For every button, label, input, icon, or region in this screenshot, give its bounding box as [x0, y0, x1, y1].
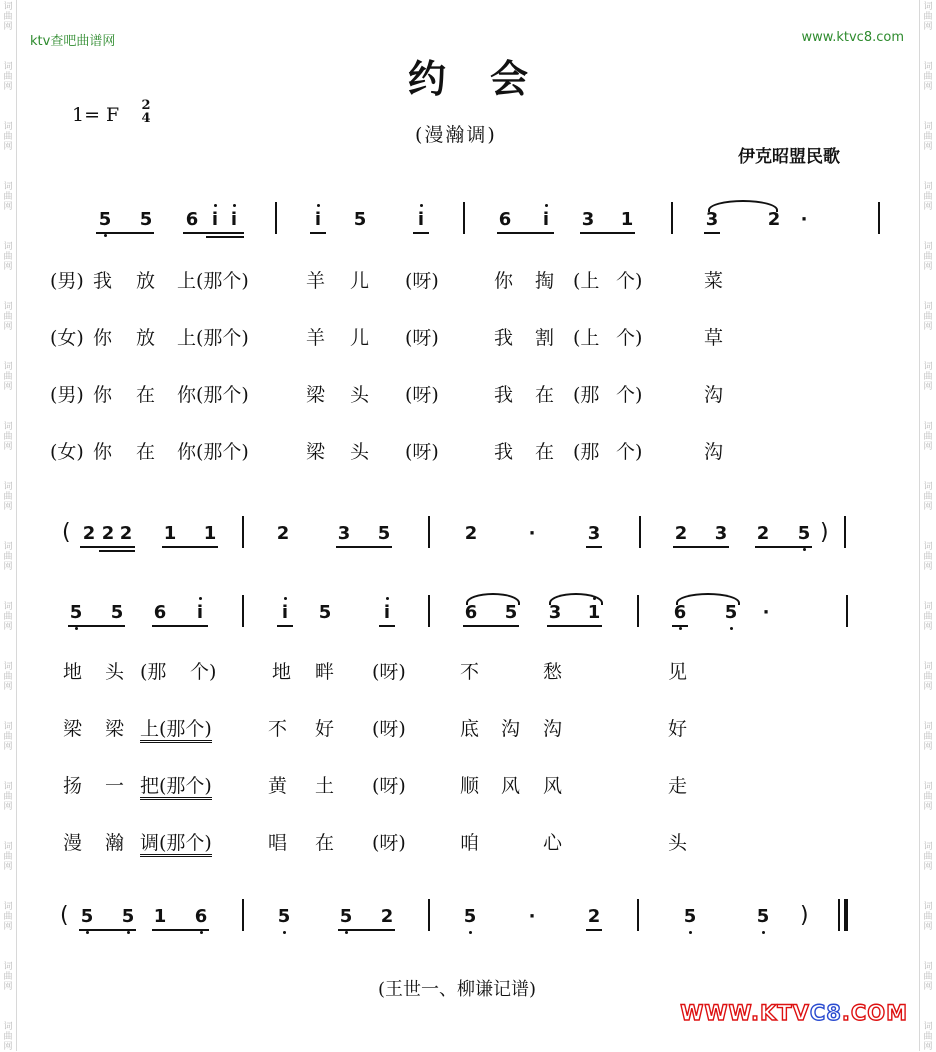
bar-line	[844, 516, 846, 548]
lyric-word: 割	[535, 327, 555, 349]
lyric-word-underlined: 调(那个)	[140, 832, 212, 857]
lyric-word: 黄	[268, 775, 288, 797]
bar-line	[878, 202, 880, 234]
lyric-word: 我	[494, 441, 514, 463]
beam	[79, 929, 136, 931]
bar-line	[637, 899, 639, 931]
lyric-word: 漫	[63, 832, 83, 854]
beam	[379, 625, 395, 627]
bar-line	[428, 899, 430, 931]
watermark-text: 词 曲 网	[923, 2, 933, 32]
beam	[206, 236, 244, 238]
lyric-word: 我	[494, 327, 514, 349]
site-logo[interactable]	[680, 1001, 908, 1025]
lyric-word: 瀚	[105, 832, 125, 854]
watermark-text: 词 曲 网	[3, 62, 13, 92]
lyric-word: (那	[140, 661, 167, 683]
lyric-word: 在	[136, 441, 156, 463]
lyric-line-7	[0, 775, 936, 801]
site-url-link[interactable]: www.ktvc8.com	[801, 30, 904, 45]
note: 6	[670, 601, 690, 625]
lyric-word: 头	[668, 832, 688, 854]
lyric-word: 在	[136, 384, 156, 406]
note: 5	[753, 905, 773, 929]
lyric-word: 不	[268, 718, 288, 740]
lyric-word: (呀)	[405, 384, 439, 406]
note: 3	[581, 209, 595, 230]
watermark-text: 词 曲 网	[3, 182, 13, 212]
lyric-word-underlined: 把(那个)	[140, 775, 212, 800]
final-bar-line-thin	[838, 899, 840, 931]
lyric-word: 好	[315, 718, 335, 740]
note: 3	[337, 523, 351, 544]
note: 5	[377, 523, 391, 544]
song-credit: 伊克昭盟民歌	[738, 147, 840, 167]
song-subtitle: (漫瀚调)	[415, 124, 497, 146]
beam	[673, 546, 729, 548]
beam	[152, 929, 209, 931]
lyric-line-1	[0, 270, 936, 294]
lyric-word: 你(那个)	[177, 384, 249, 406]
notation-row-2	[0, 522, 936, 562]
note: 6	[191, 905, 211, 929]
lyric-word: 沟	[543, 718, 563, 740]
site-logo-prefix: WWW.KTV	[680, 1001, 810, 1025]
lyric-word: 头	[105, 661, 125, 683]
note: 2	[276, 523, 290, 544]
beam	[338, 929, 395, 931]
lyric-word: (那	[573, 384, 600, 406]
lyric-word: 土	[315, 775, 335, 797]
lyric-line-5	[0, 661, 936, 687]
lyric-word: 风	[543, 775, 563, 797]
lyric-word: 你	[93, 441, 113, 463]
notation-row-1	[0, 208, 936, 248]
note: 1	[153, 906, 167, 927]
bar-line	[639, 516, 641, 548]
lyric-word: 沟	[704, 384, 724, 406]
beam	[68, 625, 125, 627]
beam	[152, 625, 208, 627]
watermark-text: 词 曲 网	[923, 602, 933, 632]
lyric-word: 梁	[105, 718, 125, 740]
note: 2	[756, 523, 770, 544]
lyric-word: 草	[704, 327, 724, 349]
lyric-line-8	[0, 832, 936, 858]
lyric-word: (呀)	[372, 718, 406, 740]
lyric-word: (上	[573, 270, 600, 292]
note: i	[275, 601, 295, 625]
lyric-word: (呀)	[372, 661, 406, 683]
note: ·	[528, 906, 536, 927]
beam	[586, 546, 602, 548]
note: 1	[584, 601, 604, 625]
beam	[80, 546, 135, 548]
final-bar-line-thick	[844, 899, 848, 931]
watermark-text: 词 曲 网	[923, 842, 933, 872]
lyric-word-underlined: 上(那个)	[140, 718, 212, 743]
beam	[672, 625, 688, 627]
beam	[99, 550, 135, 552]
lyric-word: 畔	[315, 661, 335, 683]
beam	[310, 232, 326, 234]
watermark-text: 词 曲 网	[3, 902, 13, 932]
lyric-word: 风	[501, 775, 521, 797]
note: 1	[163, 523, 177, 544]
watermark-text: 词 曲 网	[3, 362, 13, 392]
note: 5	[353, 209, 367, 230]
lyric-word: 个)	[616, 270, 643, 292]
watermark-text: 词 曲 网	[3, 242, 13, 272]
note: 6	[464, 602, 478, 623]
site-logo-c8: C8	[809, 1001, 842, 1025]
beam	[580, 232, 635, 234]
lyric-word: 唱	[268, 832, 288, 854]
beam	[547, 625, 602, 627]
lyric-word: 沟	[704, 441, 724, 463]
watermark-text: 词 曲 网	[923, 362, 933, 392]
time-signature-bottom: 4	[141, 111, 151, 126]
lyric-word: 你	[93, 327, 113, 349]
watermark-text: 词 曲 网	[923, 722, 933, 752]
watermark-text: 词 曲 网	[3, 962, 13, 992]
lyrics-block-1	[0, 270, 936, 470]
beam	[183, 232, 244, 234]
beam	[413, 232, 429, 234]
bar-line	[242, 516, 244, 548]
lyric-word: 羊	[306, 270, 326, 292]
lyric-word: 梁	[306, 441, 326, 463]
note: i	[411, 208, 431, 232]
lyric-word: 好	[668, 718, 688, 740]
beam	[586, 929, 602, 931]
lyric-line-4	[0, 441, 936, 465]
note: 5	[66, 601, 86, 625]
ending-paren-open: (	[60, 903, 69, 928]
bar-line	[428, 595, 430, 627]
bar-line	[275, 202, 277, 234]
note: 5	[721, 601, 741, 625]
note: i	[536, 208, 556, 232]
watermark-text: 词 曲 网	[923, 662, 933, 692]
beam	[336, 546, 392, 548]
note: 2	[464, 523, 478, 544]
watermark-text: 词 曲 网	[923, 962, 933, 992]
note: 6	[185, 209, 199, 230]
watermark-text: 词 曲 网	[923, 302, 933, 332]
note: 5	[139, 209, 153, 230]
lyric-word: 在	[315, 832, 335, 854]
lyric-word: 羊	[306, 327, 326, 349]
beam	[277, 625, 293, 627]
watermark-text: 词 曲 网	[923, 542, 933, 572]
lyrics-block-2	[0, 661, 936, 861]
lyric-word: 沟	[501, 718, 521, 740]
watermark-text: 词 曲 网	[923, 902, 933, 932]
lyric-word: 掏	[535, 270, 555, 292]
beam	[704, 232, 720, 234]
lyric-word: (呀)	[405, 327, 439, 349]
watermark-text: 词 曲 网	[923, 182, 933, 212]
note: 5	[274, 905, 294, 929]
note: 3	[548, 602, 562, 623]
watermark-text: 词 曲 网	[3, 122, 13, 152]
lyric-word: (呀)	[405, 441, 439, 463]
bar-line	[671, 202, 673, 234]
lyric-word: 心	[543, 832, 563, 854]
lyric-word: (呀)	[372, 775, 406, 797]
bar-line	[242, 899, 244, 931]
note: i	[224, 208, 244, 232]
lyric-word: 走	[668, 775, 688, 797]
lyric-word: 在	[535, 441, 555, 463]
watermark-text: 词 曲 网	[923, 482, 933, 512]
site-logo-suffix: .COM	[841, 1001, 908, 1025]
note: 5	[336, 905, 356, 929]
note: 6	[153, 602, 167, 623]
lyric-word: 我	[494, 384, 514, 406]
note: 3	[705, 209, 719, 230]
note: ·	[762, 602, 770, 623]
lyric-word: 顺	[460, 775, 480, 797]
watermark-text: 词 曲 网	[3, 1022, 13, 1052]
note: 5	[460, 905, 480, 929]
lyric-word: (男)	[50, 384, 84, 406]
lyric-line-2	[0, 327, 936, 351]
note: 2	[767, 209, 781, 230]
bar-line	[846, 595, 848, 627]
lyric-word: 在	[535, 384, 555, 406]
watermark-text: 词 曲 网	[3, 842, 13, 872]
lyric-word: 菜	[704, 270, 724, 292]
bar-line	[463, 202, 465, 234]
lyric-word: 你(那个)	[177, 441, 249, 463]
lyric-word: 地	[63, 661, 83, 683]
beam	[755, 546, 812, 548]
beam	[463, 625, 519, 627]
ending-paren-close: )	[800, 903, 809, 928]
watermark-text: 词 曲 网	[3, 662, 13, 692]
lyric-line-3	[0, 384, 936, 408]
time-signature	[140, 99, 152, 125]
watermark-text: 词 曲 网	[3, 782, 13, 812]
key-signature: 1= F	[72, 104, 120, 126]
lyric-word: 儿	[350, 270, 370, 292]
note: 5	[680, 905, 700, 929]
song-title: 约会	[407, 56, 572, 101]
note: i	[205, 208, 225, 232]
watermark-text: 词 曲 网	[3, 602, 13, 632]
note: 2	[119, 523, 133, 544]
note: i	[377, 601, 397, 625]
lyric-word: 你	[93, 384, 113, 406]
note: 2	[674, 523, 688, 544]
lyric-word: 底	[460, 718, 480, 740]
bar-line	[242, 595, 244, 627]
note: 3	[587, 523, 601, 544]
lyric-word: (上	[573, 327, 600, 349]
lyric-word: 扬	[63, 775, 83, 797]
lyric-word: 个)	[616, 384, 643, 406]
lyric-word: 头	[350, 441, 370, 463]
note: ·	[800, 209, 808, 230]
note: 1	[620, 209, 634, 230]
lyric-word: 个)	[616, 441, 643, 463]
interlude-paren-close: )	[820, 520, 829, 545]
watermark-text: 词 曲 网	[923, 242, 933, 272]
lyric-word: (那	[573, 441, 600, 463]
note: i	[308, 208, 328, 232]
note: 5	[318, 602, 332, 623]
note: 2	[587, 906, 601, 927]
site-name-link[interactable]: ktv查吧曲谱网	[30, 34, 116, 49]
lyric-word: 放	[136, 327, 156, 349]
note: 1	[203, 523, 217, 544]
lyric-word: 头	[350, 384, 370, 406]
lyric-word: 我	[93, 270, 113, 292]
lyric-word: 咱	[460, 832, 480, 854]
watermark-text: 词 曲 网	[3, 302, 13, 332]
lyric-word: 个)	[616, 327, 643, 349]
lyric-word: 见	[668, 661, 688, 683]
lyric-line-6	[0, 718, 936, 744]
transcriber-credit: (王世一、柳谦记谱)	[378, 979, 537, 1000]
lyric-word: (男)	[50, 270, 84, 292]
note: 5	[110, 602, 124, 623]
watermark-text: 词 曲 网	[923, 62, 933, 92]
lyric-word: 儿	[350, 327, 370, 349]
note: 3	[714, 523, 728, 544]
lyric-word: 梁	[63, 718, 83, 740]
lyric-word: 一	[105, 775, 125, 797]
note: i	[190, 601, 210, 625]
lyric-word: (女)	[50, 327, 84, 349]
lyric-word: 地	[272, 661, 292, 683]
beam	[162, 546, 218, 548]
watermark-text: 词 曲 网	[923, 782, 933, 812]
watermark-text: 词 曲 网	[3, 482, 13, 512]
lyric-word: (呀)	[405, 270, 439, 292]
notation-row-4	[0, 905, 936, 945]
lyric-word: (女)	[50, 441, 84, 463]
note: 6	[498, 209, 512, 230]
note: 2	[380, 906, 394, 927]
lyric-word: 不	[460, 661, 480, 683]
lyric-word: 上(那个)	[177, 270, 249, 292]
note: ·	[528, 523, 536, 544]
note: 2	[101, 523, 115, 544]
beam	[96, 232, 154, 234]
lyric-word: 愁	[543, 661, 563, 683]
note: 2	[82, 523, 96, 544]
watermark-text: 词 曲 网	[923, 422, 933, 452]
time-signature-top: 2	[141, 98, 151, 113]
bar-line	[637, 595, 639, 627]
note: 5	[118, 905, 138, 929]
watermark-text: 词 曲 网	[3, 422, 13, 452]
lyric-word: 梁	[306, 384, 326, 406]
watermark-text: 词 曲 网	[923, 122, 933, 152]
watermark-text: 词 曲 网	[3, 2, 13, 32]
note: 5	[95, 208, 115, 232]
lyric-word: 你	[494, 270, 514, 292]
notation-row-3	[0, 601, 936, 641]
watermark-text: 词 曲 网	[923, 1022, 933, 1052]
note: 5	[794, 522, 814, 546]
watermark-text: 词 曲 网	[3, 542, 13, 572]
beam	[497, 232, 554, 234]
bar-line	[428, 516, 430, 548]
lyric-word: 上(那个)	[177, 327, 249, 349]
note: 5	[504, 602, 518, 623]
lyric-word: 个)	[190, 661, 217, 683]
interlude-paren-open: (	[62, 520, 71, 545]
lyric-word: (呀)	[372, 832, 406, 854]
lyric-word: 放	[136, 270, 156, 292]
note: 5	[77, 905, 97, 929]
watermark-text: 词 曲 网	[3, 722, 13, 752]
